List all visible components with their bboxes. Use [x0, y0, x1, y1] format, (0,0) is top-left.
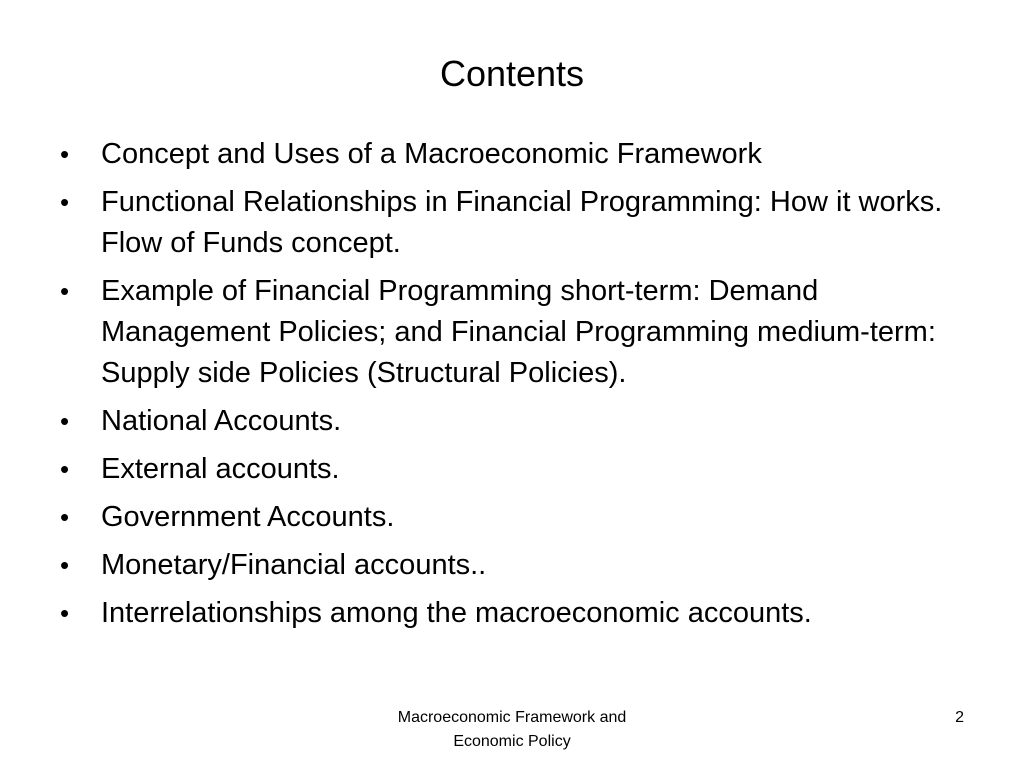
- list-item: [60, 449, 970, 490]
- footer-title: [312, 706, 712, 754]
- slide-title: Contents: [439, 53, 585, 94]
- list-item-text: Interrelationships among the macroeconomic accounts.: [101, 597, 812, 629]
- list-item: [60, 401, 970, 442]
- list-item: [60, 545, 970, 586]
- bullet-icon: •: [60, 406, 70, 436]
- list-item: [60, 593, 970, 634]
- list-item: [60, 497, 970, 538]
- bullet-icon: •: [60, 550, 70, 580]
- list-item: [60, 271, 970, 394]
- list-item-text: Concept and Uses of a Macroeconomic Framework: [101, 138, 762, 170]
- list-item-text: Government Accounts.: [101, 501, 395, 533]
- footer-line-2: Economic Policy: [453, 733, 571, 750]
- bullet-icon: •: [60, 454, 70, 484]
- list-item-text: National Accounts.: [101, 405, 342, 437]
- bullet-icon: •: [60, 276, 70, 306]
- list-item: [60, 182, 970, 264]
- page-number: 2: [955, 709, 964, 726]
- bullet-icon: •: [60, 139, 70, 169]
- list-item-text: Functional Relationships in Financial Programming: How it works. Flow of Funds concept.: [101, 186, 943, 259]
- list-item-text: External accounts.: [101, 453, 340, 485]
- list-item-text: Example of Financial Programming short-term: Demand Management Policies; and Financial Programming medium-term: Supply side Policies (Structural Policies).: [101, 275, 936, 389]
- contents-list: [60, 134, 970, 641]
- list-item: [60, 134, 970, 175]
- footer-line-1: Macroeconomic Framework and: [397, 709, 627, 726]
- bullet-icon: •: [60, 187, 70, 217]
- bullet-icon: •: [60, 598, 70, 628]
- list-item-text: Monetary/Financial accounts..: [101, 549, 487, 581]
- bullet-icon: •: [60, 502, 70, 532]
